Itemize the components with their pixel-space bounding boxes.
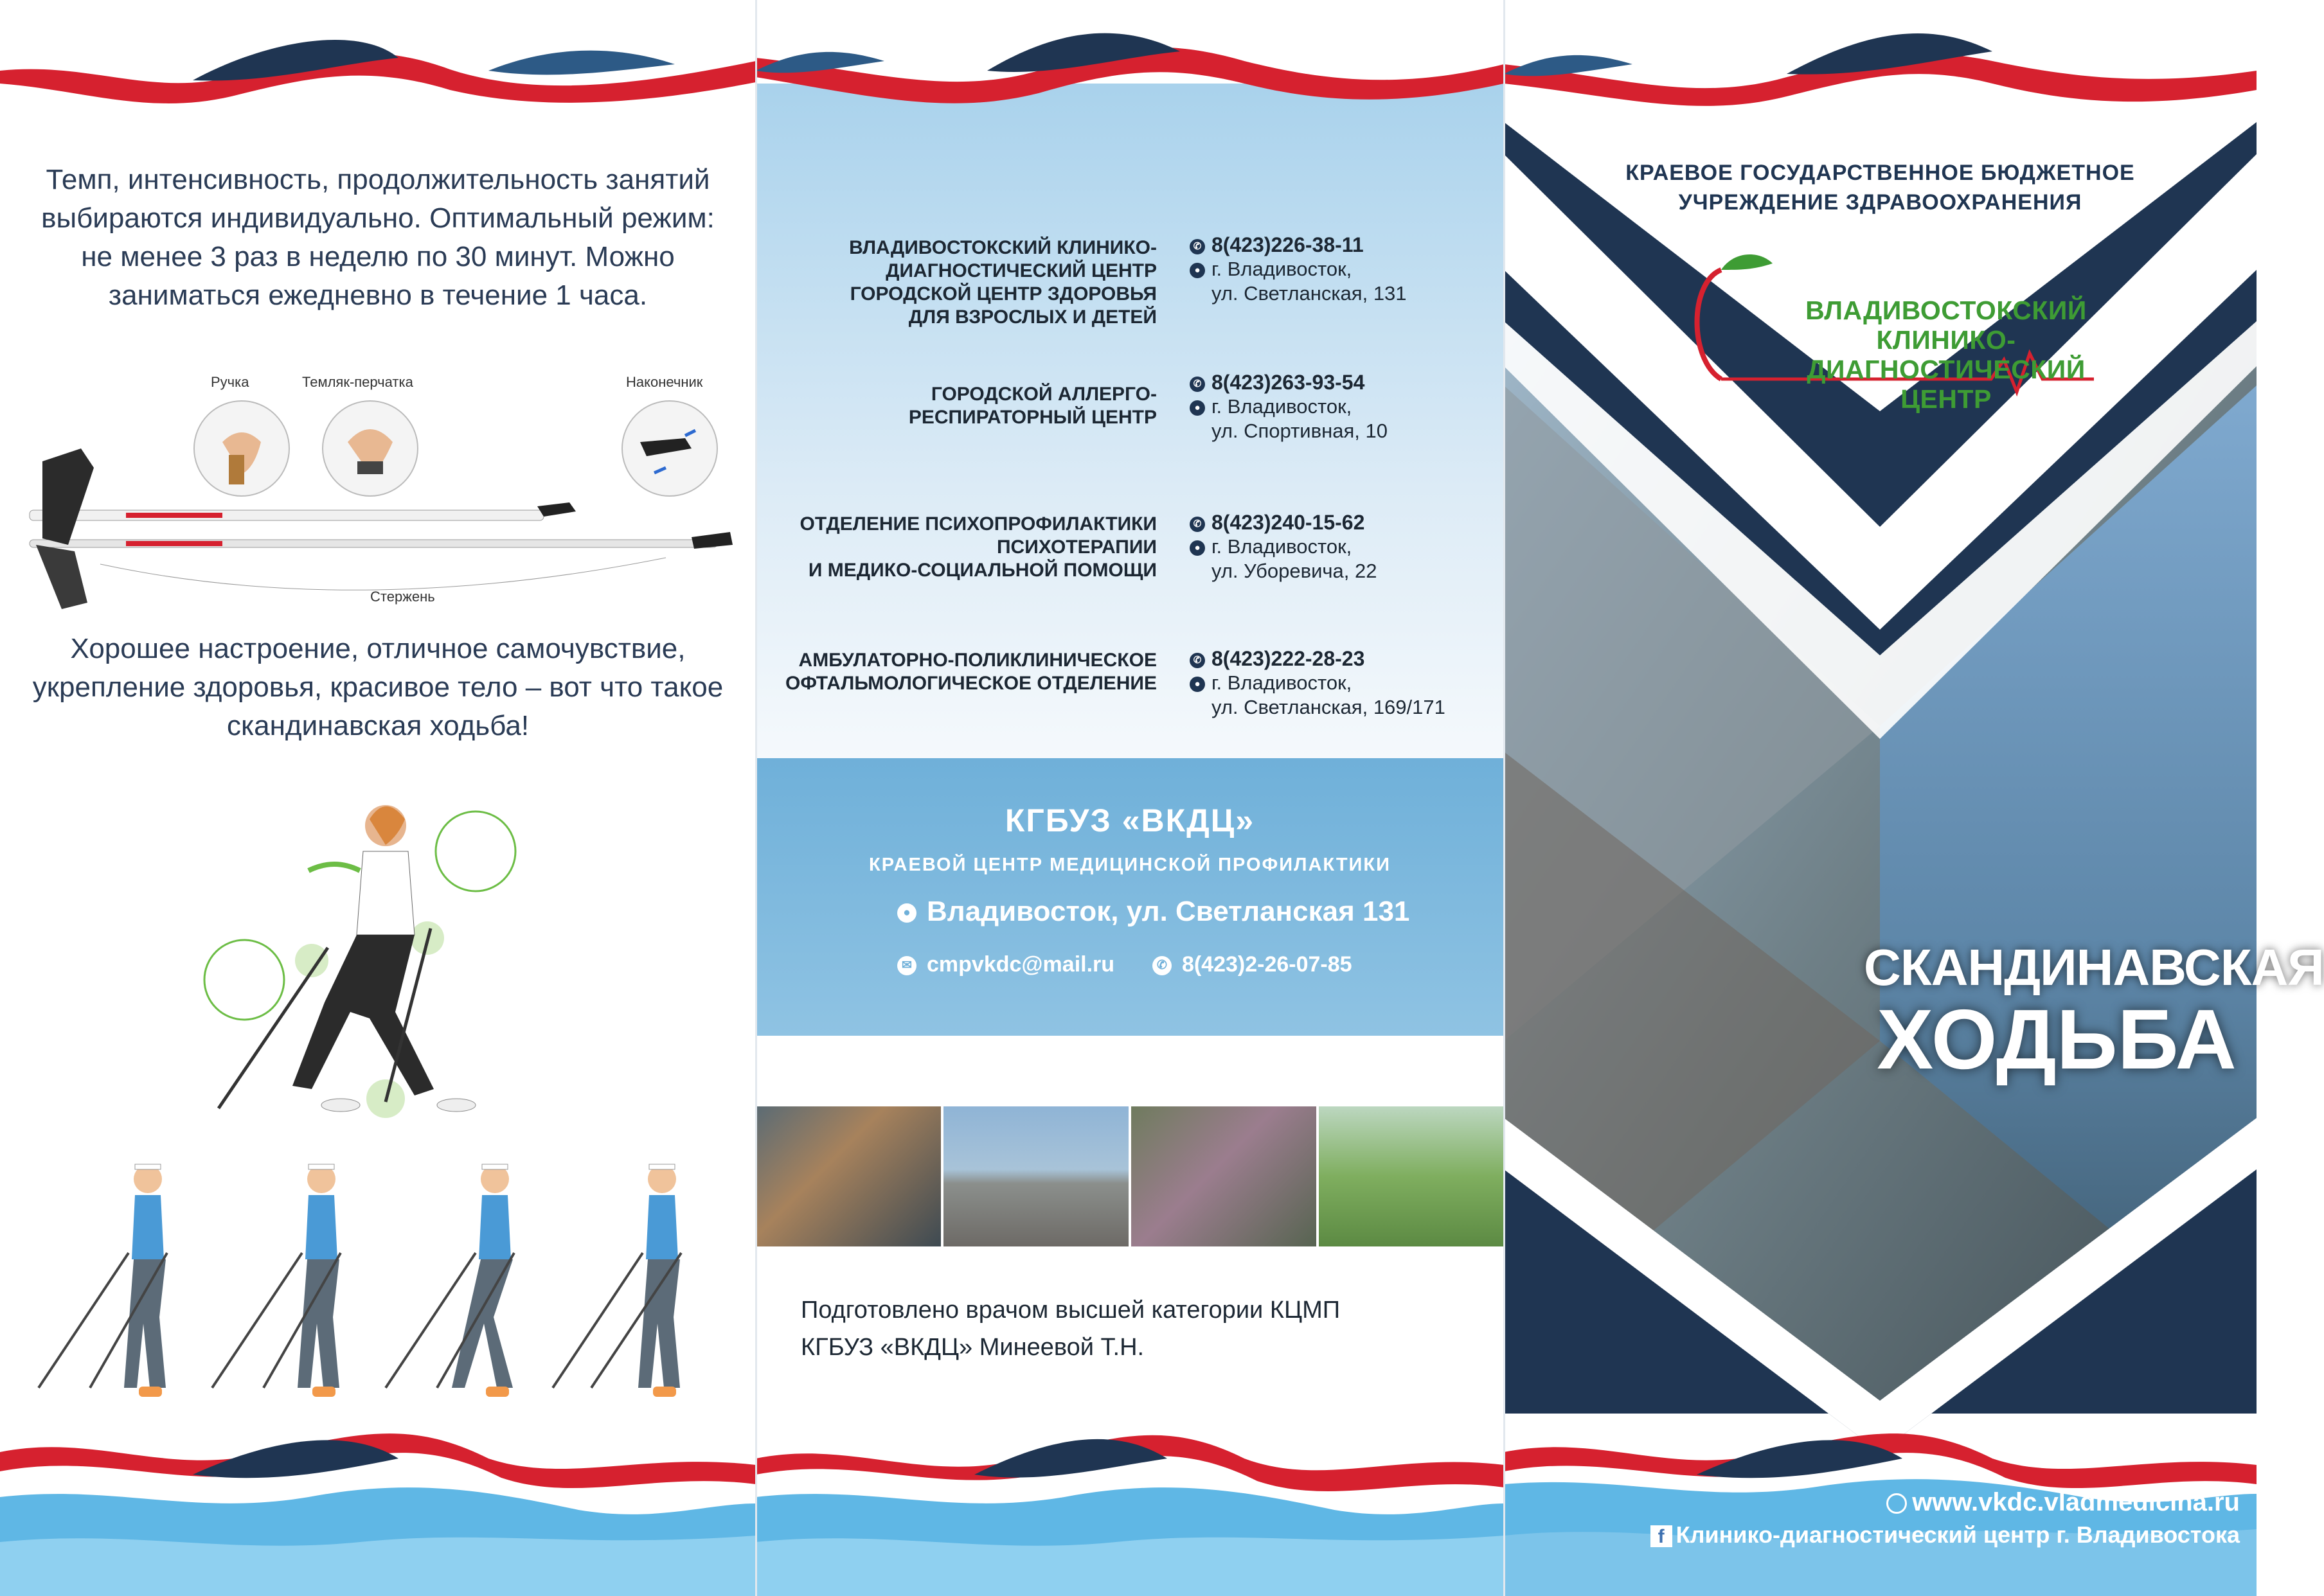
clinic-name-line: ОФТАЛЬМОЛОГИЧЕСКОЕ ОТДЕЛЕНИЕ [785,673,1157,694]
pole-diagram [23,371,743,616]
clinic-name-line: ПСИХОТЕРАПИИ [996,536,1157,558]
event-photo [1131,1106,1316,1246]
fold-line [1503,0,1505,1596]
top-wave-decoration [0,0,756,122]
clinic-address-street: ул. Светланская, 169/171 [1211,696,1445,718]
clinic-address-city: г. Владивосток, [1211,671,1352,694]
pole-label-strap: Темляк-перчатка [302,374,413,390]
location-pin-icon: ● [1190,263,1205,278]
bottom-wave-decoration [756,1414,1504,1596]
bottom-wave-decoration [0,1414,756,1596]
pole-illustration [23,371,743,616]
globe-icon [1886,1493,1907,1514]
panel-middle [756,0,1504,1596]
photo-strip [756,1106,1504,1246]
kgbuz-address-text: Владивосток, ул. Светланская 131 [927,896,1410,927]
clinic-contact [1190,233,1407,306]
pole-label-handle: Ручка [211,374,249,390]
author-credit [801,1291,1482,1366]
email-icon: ✉ [897,956,916,975]
clinic-name-line: ОТДЕЛЕНИЕ ПСИХОПРОФИЛАКТИКИ [800,513,1157,535]
website-footer [1504,1488,2240,1517]
location-pin-icon: ● [1190,400,1205,416]
event-photo [943,1106,1129,1246]
location-pin-icon: ● [1190,677,1205,692]
panel-left [0,0,756,1596]
clinic-name [909,383,1157,429]
location-pin-icon: ● [897,903,916,923]
brochure-title-line2: ХОДЬБА [1877,992,2237,1086]
phone-icon: ✆ [1152,956,1172,975]
top-wave-decoration [1504,0,2257,122]
clinic-name [800,513,1158,582]
org-line: УЧРЕЖДЕНИЕ ЗДРАВООХРАНЕНИЯ [1678,190,2082,215]
pole-label-shaft: Стержень [370,589,435,605]
facebook-icon: f [1650,1525,1672,1547]
kgbuz-title: КГБУЗ «ВКДЦ» [1005,802,1255,838]
clinic-address-city: г. Владивосток, [1211,258,1352,280]
location-pin-icon: ● [1190,540,1205,556]
event-photo [1319,1106,1504,1246]
clinic-address-city: г. Владивосток, [1211,535,1352,558]
clinic-name-line: ДИАГНОСТИЧЕСКИЙ ЦЕНТР [886,260,1157,281]
fold-line [755,0,757,1596]
intro-text: Темп, интенсивность, продолжительность занятий выбираются индивидуально. Оптимальный режим: не менее 3 раз в неделю по 30 минут. Можно заниматься ежедневно в течение 1 часа. [41,164,715,311]
clinic-name-line: ГОРОДСКОЙ ЦЕНТР ЗДОРОВЬЯ [850,283,1157,305]
facebook-link[interactable]: Клинико-диагностический центр г. Владивостока [1676,1521,2240,1548]
phone-icon: ✆ [1190,239,1205,254]
top-wave-decoration [756,0,1504,122]
phone-icon: ✆ [1190,377,1205,392]
clinic-contact [1190,370,1388,443]
logo-line: ВЛАДИВОСТОКСКИЙ КЛИНИКО- [1805,296,2087,355]
clinic-contact [1190,646,1445,720]
clinic-phone[interactable]: 8(423)226-38-11 [1211,233,1364,256]
clinic-address-street: ул. Уборевича, 22 [1211,560,1377,582]
clinic-name-line: РЕСПИРАТОРНЫЙ ЦЕНТР [908,407,1157,428]
benefit-text: Хорошее настроение, отличное самочувствие, укрепление здоровья, красивое тело – вот что такое скандинавская ходьба! [32,633,724,741]
logo-line: ДИАГНОСТИЧЕСКИЙ ЦЕНТР [1807,355,2086,414]
kgbuz-contacts [897,952,1352,977]
clinic-name [849,236,1157,329]
credit-line: Подготовлено врачом высшей категории КЦМП [801,1297,1341,1324]
credit-line: КГБУЗ «ВКДЦ» Минеевой Т.Н. [801,1334,1145,1361]
technique-sequence-illustration [19,1150,739,1407]
facebook-footer [1504,1521,2240,1548]
website-link[interactable]: www.vkdc.vladmedicina.ru [1912,1488,2240,1516]
clinic-name-line: АМБУЛАТОРНО-ПОЛИКЛИНИЧЕСКОЕ [798,650,1157,671]
pole-label-tip: Наконечник [626,374,703,390]
clinic-name-line: ДЛЯ ВЗРОСЛЫХ И ДЕТЕЙ [908,306,1157,328]
clinic-phone[interactable]: 8(423)263-93-54 [1211,371,1365,394]
clinic-phone[interactable]: 8(423)240-15-62 [1211,511,1365,534]
clinic-address-street: ул. Спортивная, 10 [1211,420,1388,442]
org-line: КРАЕВОЕ ГОСУДАРСТВЕННОЕ БЮДЖЕТНОЕ [1625,161,2135,185]
vkdc-logo [1683,244,2132,414]
kgbuz-address [897,896,1409,928]
clinic-address-city: г. Владивосток, [1211,395,1352,418]
clinic-name-line: ГОРОДСКОЙ АЛЛЕРГО- [931,384,1157,405]
kgbuz-subtitle: КРАЕВОЙ ЦЕНТР МЕДИЦИНСКОЙ ПРОФИЛАКТИКИ [869,855,1391,875]
phone-icon: ✆ [1190,653,1205,668]
clinic-phone[interactable]: 8(423)222-28-23 [1211,647,1365,670]
event-photo [756,1106,941,1246]
phone-icon: ✆ [1190,517,1205,532]
panel-cover [1504,0,2324,1596]
brochure-title-line1: СКАНДИНАВСКАЯ [1864,939,2324,996]
clinic-contact [1190,510,1377,583]
kgbuz-contact-box [756,758,1504,1036]
logo-text [1760,296,2132,414]
clinic-address-street: ул. Светланская, 131 [1211,282,1407,305]
kgbuz-email[interactable]: cmpvkdc@mail.ru [927,952,1115,977]
kgbuz-phone[interactable]: 8(423)2-26-07-85 [1181,952,1352,977]
clinic-name-line: И МЕДИКО-СОЦИАЛЬНОЙ ПОМОЩИ [808,560,1157,581]
organization-header [1504,158,2257,217]
walking-figure-illustration [193,800,540,1134]
clinic-name-line: ВЛАДИВОСТОКСКИЙ КЛИНИКО- [849,237,1157,258]
clinic-name [785,649,1157,695]
